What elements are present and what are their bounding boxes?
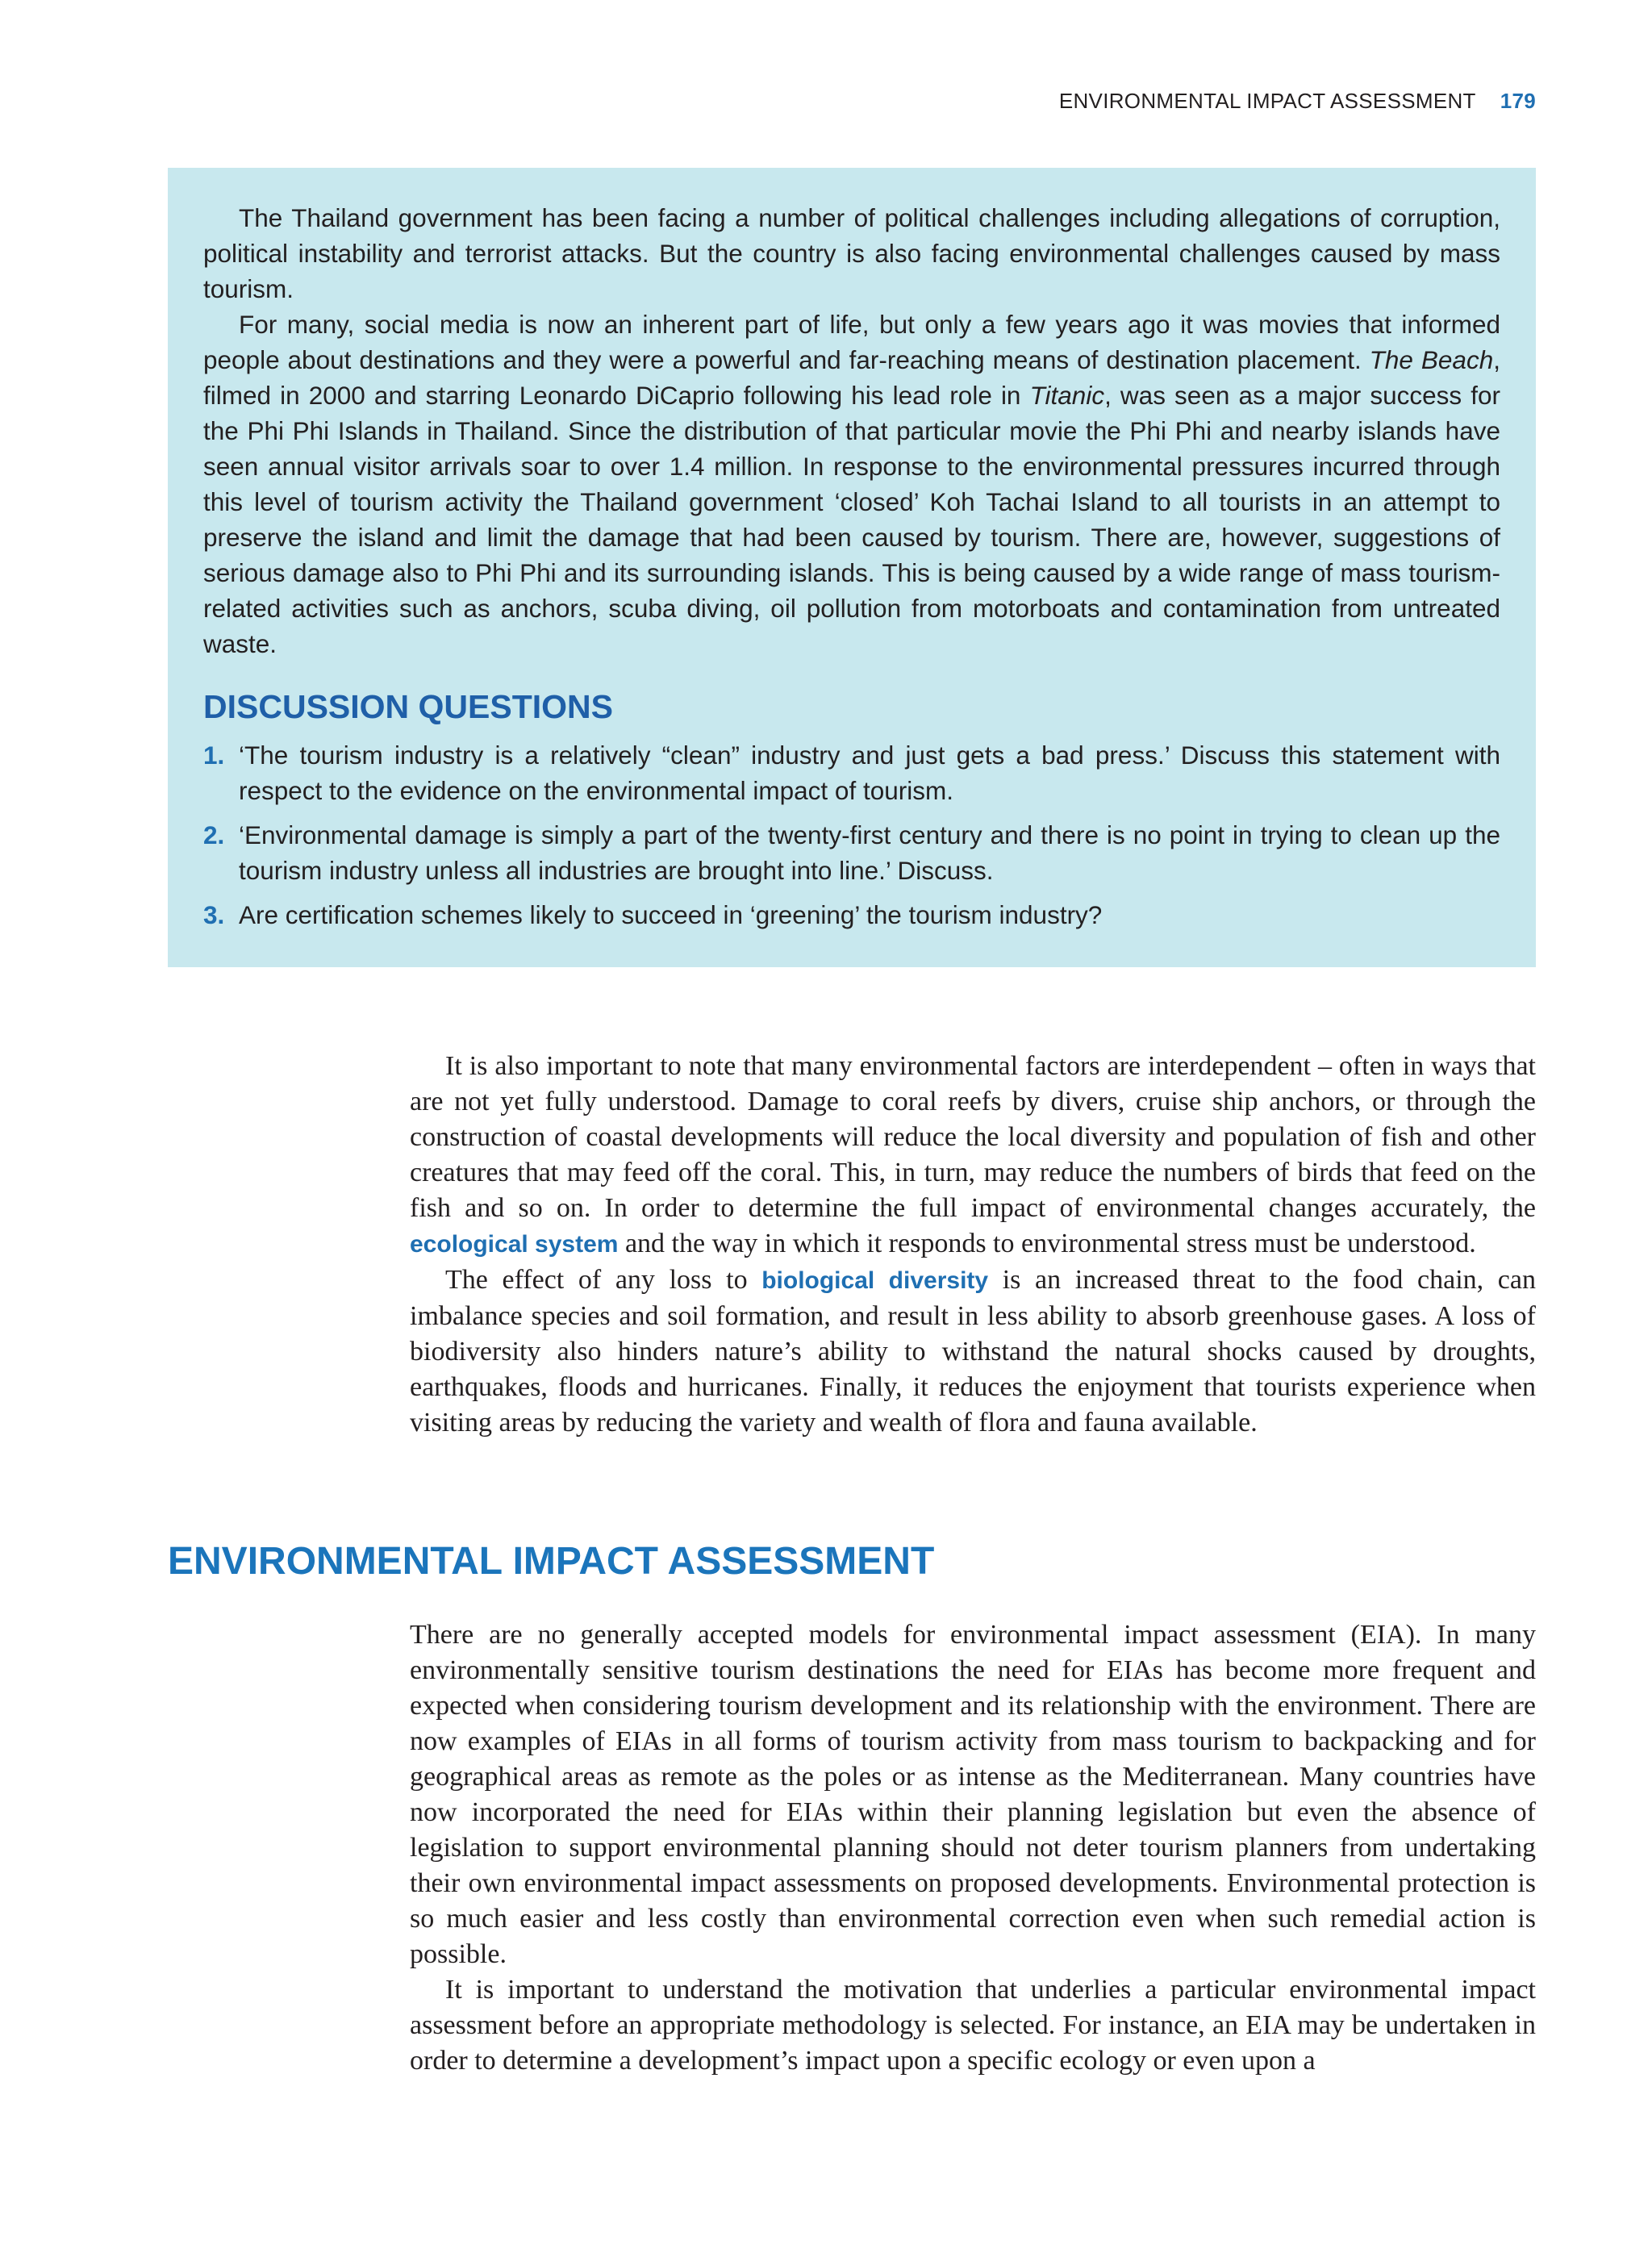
- case-study-box: [168, 168, 1536, 967]
- key-term-biological-diversity: biological diversity: [761, 1267, 989, 1294]
- key-term-ecological-system: ecological system: [410, 1231, 619, 1258]
- case-paragraph-1: The Thailand government has been facing a number of political challenges including allegations of corruption, political instability and terrorist attacks. But the country is also facing environmental challenges caused by mass tourism.: [203, 203, 1500, 303]
- body-paragraph-part: is an increased threat to the food chain, can imbalance species and soil formation, and result in less ability to absorb greenhouse gases. A loss of biodiversity also hinders nature’s ability to withstand the natural shocks caused by droughts, earthquakes, floods and hurricanes. Finally, it reduces the enjoyment that tourists experience when visiting areas by reducing the variety and wealth of flora and fauna available.: [410, 1265, 1536, 1438]
- body-paragraph: [410, 1049, 1536, 1262]
- question-number: 3.: [203, 900, 225, 929]
- question-number: 1.: [203, 741, 225, 770]
- running-title: ENVIRONMENTAL IMPACT ASSESSMENT: [1058, 89, 1476, 113]
- question-item: [203, 897, 1500, 933]
- movie-title-titanic: Titanic: [1029, 381, 1105, 410]
- question-text: ‘Environmental damage is simply a part of the twenty-first century and there is no point in trying to clean up the tourism industry unless all industries are brought into line.’ Discuss.: [239, 820, 1500, 885]
- body-paragraph: There are no generally accepted models for environmental impact assessment (EIA). In many environmentally sensitive tourism destinations the need for EIAs has become more frequent and expected when considering tourism development and its relationship with the environment. There are now examples of EIAs in all forms of tourism activity from mass tourism to backpacking and for geographical areas as remote as the poles or as intense as the Mediterranean. Many countries have now incorporated the need for EIAs within their planning legislation but even the absence of legislation to support environmental planning should not deter tourism planners from undertaking their own environmental impact assessments on proposed developments. Environmental protection is so much easier and less costly than environmental correction even when such remedial action is possible.: [410, 1620, 1536, 1969]
- question-text: Are certification schemes likely to succeed in ‘greening’ the tourism industry?: [239, 900, 1103, 929]
- question-number: 2.: [203, 820, 225, 849]
- page-number: 179: [1500, 89, 1536, 113]
- body-paragraph-part: It is also important to note that many environmental factors are interdependent – often in ways that are not yet fully understood. Damage to coral reefs by divers, cruise ship anchors, or through the construction of coastal developments will reduce the local diversity and population of fish and other creatures that may feed off the coral. This, in turn, may reduce the numbers of birds that feed on the fish and so on. In order to determine the full impact of environmental changes accurately, the: [410, 1051, 1536, 1223]
- discussion-questions-list: [203, 737, 1500, 933]
- body-text-block-2: [410, 1617, 1536, 2079]
- case-paragraph-2-part-b: , filmed in 2000 and starring Leonardo DiCaprio following his lead role in: [203, 345, 1500, 410]
- body-paragraph-part: The effect of any loss to: [445, 1265, 762, 1295]
- running-head: [1059, 89, 1536, 114]
- body-text-block-1: [410, 1049, 1536, 1441]
- section-heading: ENVIRONMENTAL IMPACT ASSESSMENT: [168, 1540, 935, 1583]
- body-paragraph: It is important to understand the motivation that underlies a particular environmental impact assessment before an appropriate methodology is selected. For instance, an EIA may be undertaken in order to determine a development’s impact upon a specific ecology or even upon a: [410, 1975, 1536, 2076]
- movie-title-the-beach: The Beach: [1369, 345, 1494, 374]
- question-item: [203, 737, 1500, 808]
- body-paragraph-part: and the way in which it responds to environmental stress must be understood.: [618, 1229, 1476, 1258]
- question-text: ‘The tourism industry is a relatively “clean” industry and just gets a bad press.’ Discuss this statement with respect to the evidence on the environmental impact of tourism.: [239, 741, 1500, 805]
- discussion-questions-heading: DISCUSSION QUESTIONS: [203, 688, 614, 725]
- case-paragraph-2-part-c: , was seen as a major success for the Phi Phi Islands in Thailand. Since the distribution of that particular movie the Phi Phi and nearby islands have seen annual visitor arrivals soar to over 1.4 million. In response to the environmental pressures incurred through this level of tourism activity the Thailand government ‘closed’ Koh Tachai Island to all tourists in an attempt to preserve the island and limit the damage that had been caused by tourism. There are, however, suggestions of serious damage also to Phi Phi and its surrounding islands. This is being caused by a wide range of mass tourism-related activities such as anchors, scuba diving, oil pollution from motorboats and contamination from untreated waste.: [203, 381, 1500, 658]
- question-item: [203, 817, 1500, 888]
- case-paragraph-2: [203, 307, 1500, 661]
- body-paragraph: [410, 1262, 1536, 1441]
- case-paragraph-2-part-a: For many, social media is now an inherent part of life, but only a few years ago it was movies that informed people about destinations and they were a powerful and far-reaching means of destination placement.: [203, 310, 1500, 374]
